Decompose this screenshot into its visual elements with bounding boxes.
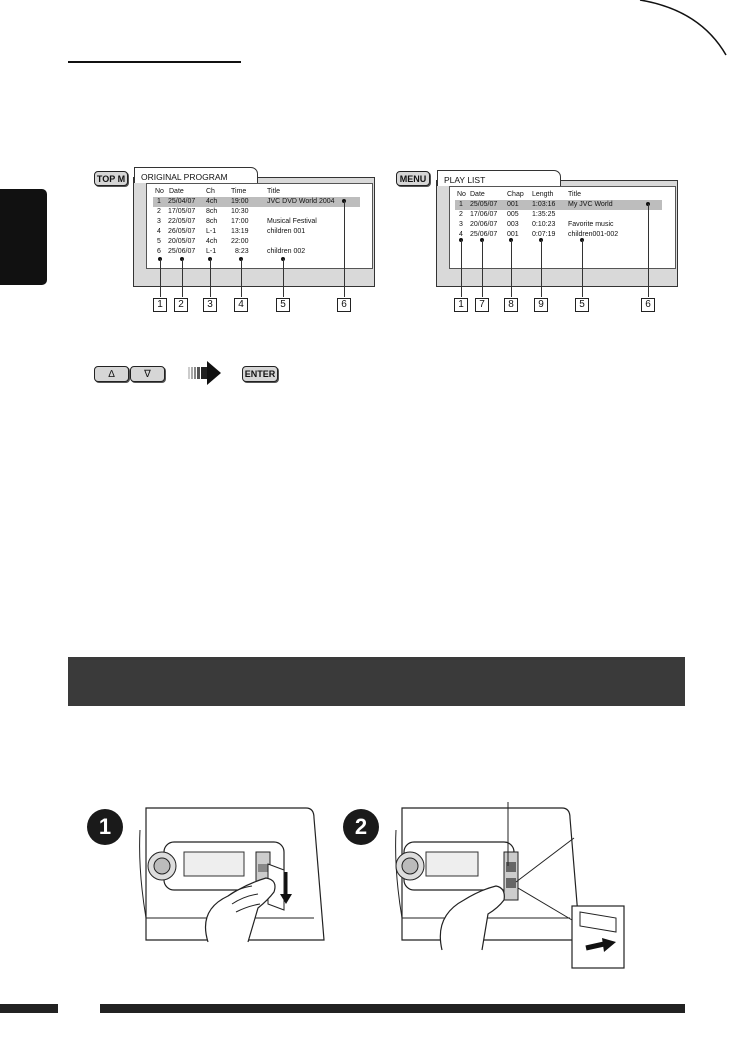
table-row[interactable]	[153, 197, 360, 207]
cell-no: 4	[459, 231, 463, 238]
cell-title: children 001	[267, 228, 306, 235]
cell-chap: 001	[507, 231, 519, 238]
cell-chap: 005	[507, 211, 519, 218]
cell-title: children001-002	[568, 231, 619, 238]
cell-date: 17/06/07	[470, 211, 498, 218]
cell-time: 22:00	[231, 238, 249, 245]
column-header-length: Length	[532, 191, 554, 198]
cell-title: children 002	[267, 248, 306, 255]
cell-no: 5	[157, 238, 161, 245]
callout-label: 6	[641, 298, 655, 312]
callout-label: 7	[475, 298, 489, 312]
cell-title: Favorite music	[568, 221, 614, 228]
step-number: 2	[343, 809, 379, 845]
table-row[interactable]	[153, 227, 360, 237]
table-row[interactable]	[455, 220, 662, 230]
cell-no: 1	[157, 198, 161, 205]
pointer-line	[182, 259, 183, 297]
table-header	[147, 187, 372, 197]
down-arrow-button[interactable]: ∇	[130, 366, 165, 382]
table-row[interactable]	[153, 207, 360, 217]
language-side-tab	[0, 189, 47, 285]
callout-label: 1	[454, 298, 468, 312]
table-row[interactable]	[455, 200, 662, 210]
heading-underline	[68, 61, 241, 63]
play-list-tab: PLAY LIST	[437, 170, 561, 186]
cell-no: 2	[459, 211, 463, 218]
cell-title: Musical Festival	[267, 218, 317, 225]
callout-label: 5	[575, 298, 589, 312]
cell-time: 8:23	[235, 248, 249, 255]
usb-connection-illustration	[384, 800, 644, 980]
top-menu-button[interactable]: TOP M	[94, 171, 128, 186]
cell-ch: L-1	[206, 248, 217, 255]
cell-date: 17/05/07	[168, 208, 196, 215]
cell-no: 6	[157, 248, 161, 255]
original-program-tab: ORIGINAL PROGRAM	[134, 167, 258, 183]
pointer-line	[160, 259, 161, 297]
cell-date: 26/05/07	[168, 228, 196, 235]
section-heading-bar	[68, 657, 685, 706]
cell-date: 25/05/07	[470, 201, 498, 208]
play-list-list	[449, 186, 676, 269]
cell-date: 20/06/07	[470, 221, 498, 228]
cell-time: 17:00	[231, 218, 249, 225]
column-header-title: Title	[568, 191, 581, 198]
column-header-chap: Chap	[507, 191, 524, 198]
column-header-no: No	[457, 191, 466, 198]
cell-length: 0:07:19	[532, 231, 556, 238]
original-program-list	[146, 183, 373, 269]
callout-label: 1	[153, 298, 167, 312]
cell-title: My JVC World	[568, 201, 613, 208]
cell-ch: 4ch	[206, 238, 218, 245]
callout-label: 3	[203, 298, 217, 312]
cell-chap: 001	[507, 201, 519, 208]
cell-date: 25/04/07	[168, 198, 196, 205]
column-header-date: Date	[470, 191, 485, 198]
cell-ch: 4ch	[206, 198, 218, 205]
cell-date: 25/06/07	[470, 231, 498, 238]
callout-label: 6	[337, 298, 351, 312]
pointer-line	[541, 240, 542, 297]
table-row[interactable]	[153, 217, 360, 227]
pointer-line	[648, 204, 649, 297]
cell-no: 1	[459, 201, 463, 208]
pointer-line	[344, 201, 345, 297]
cell-length: 1:35:25	[532, 211, 556, 218]
table-row[interactable]	[153, 247, 360, 257]
cell-length: 0:10:23	[532, 221, 556, 228]
cell-no: 2	[157, 208, 161, 215]
callout-label: 2	[174, 298, 188, 312]
column-header-title: Title	[267, 188, 280, 195]
cell-title: JVC DVD World 2004	[267, 198, 335, 205]
column-header-date: Date	[169, 188, 184, 195]
footer-rule-left	[0, 1004, 58, 1013]
table-row[interactable]	[455, 230, 662, 240]
pointer-line	[482, 240, 483, 297]
callout-label: 8	[504, 298, 518, 312]
cell-ch: 8ch	[206, 218, 218, 225]
footer-rule-right	[100, 1004, 685, 1013]
pointer-line	[582, 240, 583, 297]
column-header-no: No	[155, 188, 164, 195]
cell-no: 3	[459, 221, 463, 228]
up-arrow-button[interactable]: ∆	[94, 366, 129, 382]
cell-chap: 003	[507, 221, 519, 228]
cell-no: 4	[157, 228, 161, 235]
cell-date: 20/05/07	[168, 238, 196, 245]
cell-time: 13:19	[231, 228, 249, 235]
pointer-line	[511, 240, 512, 297]
table-header	[450, 190, 675, 200]
page-corner-curve	[0, 0, 738, 60]
cell-ch: L-1	[206, 228, 217, 235]
pointer-line	[283, 259, 284, 297]
callout-label: 4	[234, 298, 248, 312]
table-row[interactable]	[455, 210, 662, 220]
cell-time: 19:00	[231, 198, 249, 205]
table-row[interactable]	[153, 237, 360, 247]
cell-ch: 8ch	[206, 208, 218, 215]
pointer-line	[210, 259, 211, 297]
pointer-line	[461, 240, 462, 297]
cell-date: 25/06/07	[168, 248, 196, 255]
callout-label: 9	[534, 298, 548, 312]
cell-time: 10:30	[231, 208, 249, 215]
enter-button[interactable]: ENTER	[242, 366, 278, 382]
arrow-right-icon	[188, 360, 222, 386]
cell-length: 1:03:16	[532, 201, 556, 208]
cell-no: 3	[157, 218, 161, 225]
cell-date: 22/05/07	[168, 218, 196, 225]
menu-button[interactable]: MENU	[396, 171, 430, 186]
callout-label: 5	[276, 298, 290, 312]
step-number: 1	[87, 809, 123, 845]
column-header-time: Time	[231, 188, 247, 195]
detach-panel-illustration	[128, 800, 328, 960]
column-header-ch: Ch	[206, 188, 215, 195]
pointer-line	[241, 259, 242, 297]
